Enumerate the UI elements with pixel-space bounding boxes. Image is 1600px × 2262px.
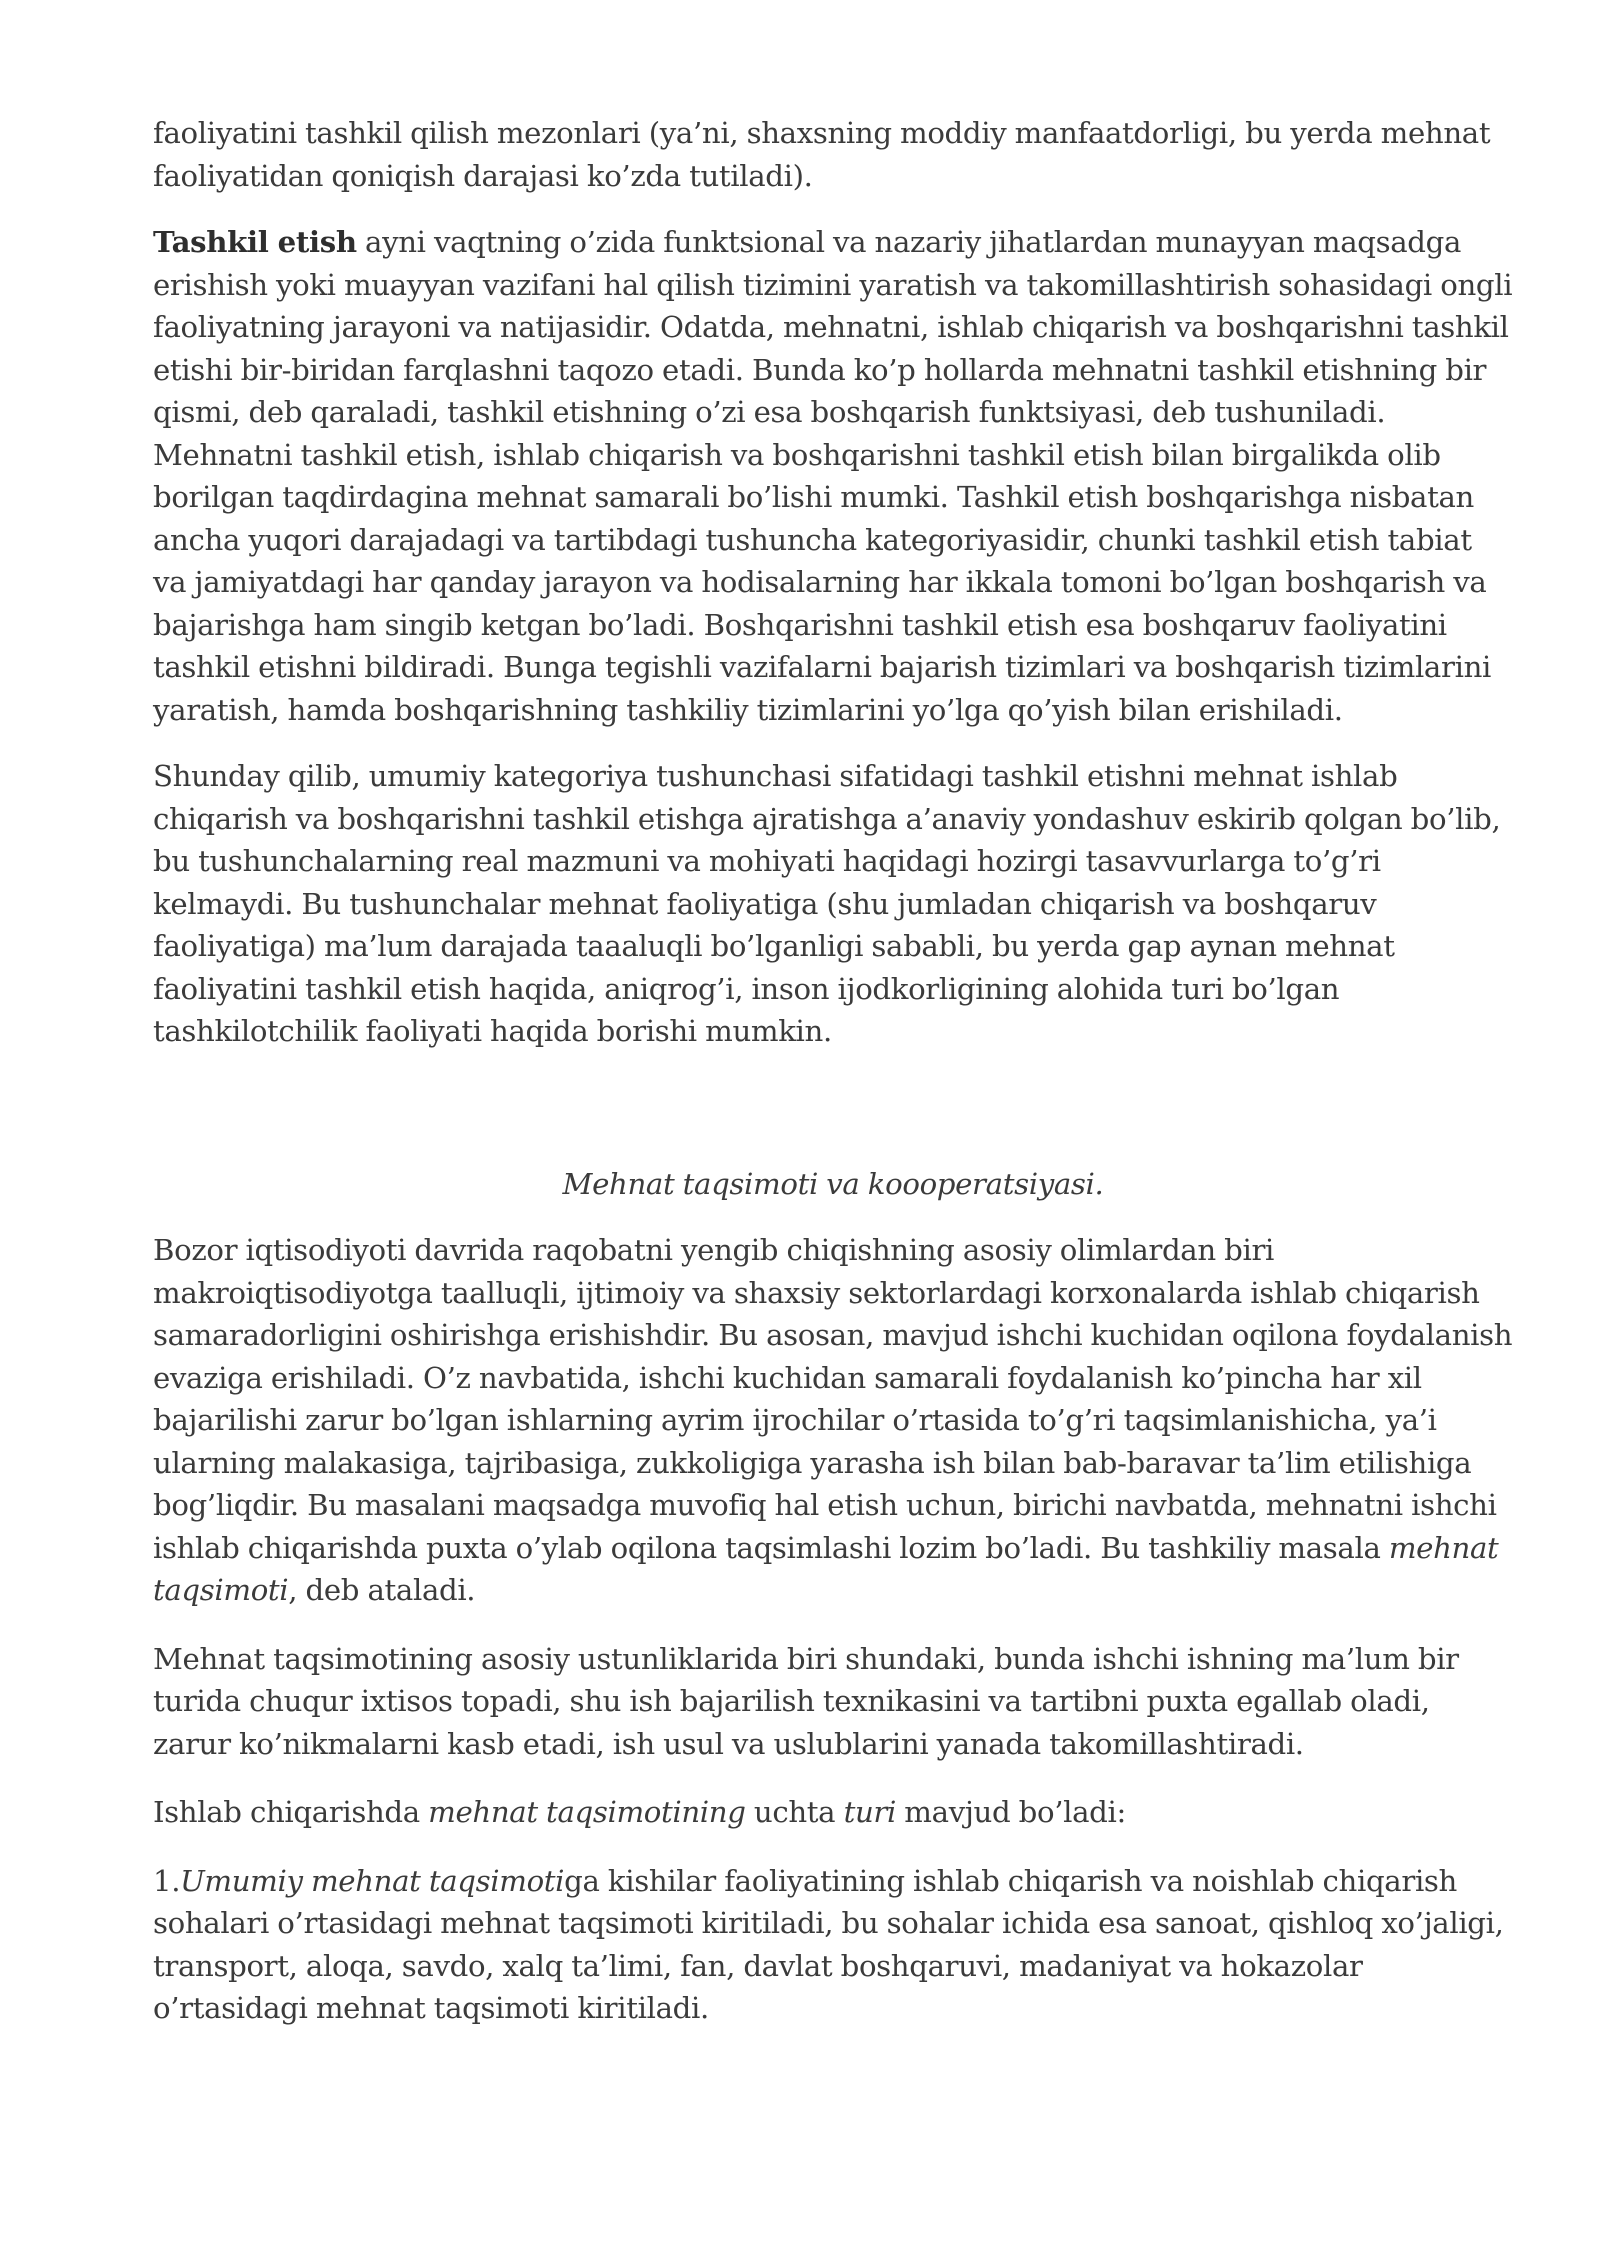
paragraph-1 xyxy=(153,112,1513,197)
paragraph-3 xyxy=(153,755,1513,1053)
list-item-1 xyxy=(153,1860,1513,2030)
paragraph-3-text: Shunday qilib, umumiy kategoriya tushunchasi sifatidagi tashkil etishni mehnat ishlab chiqarish va boshqarishni tashkil etishga ajratishga a’anaviy yondashuv eskirib qolgan bo’lib, bu tushunchalarning real mazmuni va mohiyati haqidagi hozirgi tasavvurlarga to’g’ri kelmaydi. Bu tushunchalar mehnat faoliyatiga (shu jumladan chiqarish va boshqaruv faoliyatiga) ma’lum darajada taaaluqli bo’lganligi sababli, bu yerda gap aynan mehnat faoliyatini tashkil etish haqida, aniqrog’i, inson ijodkorligining alohida turi bo’lgan tashkilotchilik faoliyati haqida borishi mumkin. xyxy=(153,759,1501,1048)
paragraph-4-text: Bozor iqtisodiyoti davrida raqobatni yengib chiqishning asosiy olimlardan biri makroiqtisodiyotga taalluqli, ijtimoiy va shaxsiy sektorlardagi korxonalarda ishlab chiqarish samaradorligini oshirishga erishishdir. Bu asosan, mavjud ishchi kuchidan oqilona foydalanish evaziga erishiladi. O’z navbatida, ishchi kuchidan samarali foydalanish ko’pincha har xil bajarilishi zarur bo’lgan ishlarning ayrim ijrochilar o’rtasida to’g’ri taqsimlanishicha, ya’i ularning malakasiga, tajribasiga, zukkoligiga yarasha ish bilan bab-baravar ta’lim etilishiga bog’liqdir. Bu masalani maqsadga muvofiq hal etish uchun, birichi navbatda, mehnatni ishchi ishlab chiqarishda puxta o’ylab oqilona taqsimlashi lozim bo’ladi. Bu tashkiliy masala xyxy=(153,1233,1513,1565)
document-page xyxy=(153,112,1513,2054)
paragraph-4 xyxy=(153,1229,1513,1612)
paragraph-6-part-c: uchta xyxy=(745,1795,844,1829)
paragraph-5 xyxy=(153,1638,1513,1766)
paragraph-1-text: faoliyatini tashkil qilish mezonlari (ya’ni, shaxsning moddiy manfaatdorligi, bu yerda mehnat faoliyatidan qoniqish darajasi ko’zda tutiladi). xyxy=(153,116,1491,193)
paragraph-2-text: ayni vaqtning o’zida funktsional va nazariy jihatlardan munayyan maqsadga erishish yoki muayyan vazifani hal qilish tizimini yaratish va takomillashtirish sohasidagi ongli faoliyatning jarayoni va natijasidir. Odatda, mehnatni, ishlab chiqarish va boshqarishni tashkil etishi bir-biridan farqlashni taqozo etadi. Bunda ko’p hollarda mehnatni tashkil etishning bir qismi, deb qaraladi, tashkil etishning o’zi esa boshqarish funktsiyasi, deb tushuniladi. Mehnatni tashkil etish, ishlab chiqarish va boshqarishni tashkil etish bilan birgalikda olib borilgan taqdirdagina mehnat samarali bo’lishi mumki. Tashkil etish boshqarishga nisbatan ancha yuqori darajadagi va tartibdagi tushuncha kategoriyasidir, chunki tashkil etish tabiat va jamiyatdagi har qanday jarayon va hodisalarning har ikkala tomoni bo’lgan boshqarish va bajarishga ham singib ketgan bo’ladi. Boshqarishni tashkil etish esa boshqaruv faoliyatini tashkil etishni bildiradi. Bunga tegishli vazifalarni bajarish tizimlari va boshqarish tizimlarini yaratish, hamda boshqarishning tashkiliy tizimlarini yo’lga qo’yish bilan erishiladi. xyxy=(153,225,1513,727)
term-tashkil-etish: Tashkil etish xyxy=(153,225,357,259)
term-umumiy-mehnat-taqsimoti: Umumiy mehnat taqsimoti xyxy=(180,1863,565,1898)
term-mehnat-taqsimotining: mehnat taqsimotining xyxy=(428,1795,746,1829)
term-mehnat-taqsimoti: mehnat taqsimoti xyxy=(153,1530,1499,1607)
term-turi: turi xyxy=(843,1795,896,1829)
list-item-1-text: ga kishilar faoliyatining ishlab chiqarish va noishlab chiqarish sohalari o’rtasidagi mehnat taqsimoti kiritiladi, bu sohalar ichida esa sanoat, qishloq xo’jaligi, transport, aloqa, savdo, xalq ta’limi, fan, davlat boshqaruvi, madaniyat va hokazolar o’rtasidagi mehnat taqsimoti kiritiladi. xyxy=(153,1863,1504,2025)
paragraph-6 xyxy=(153,1791,1513,1834)
paragraph-6-part-a: Ishlab chiqarishda xyxy=(153,1795,429,1829)
list-item-1-number: 1. xyxy=(153,1863,181,1898)
paragraph-5-text: Mehnat taqsimotining asosiy ustunliklarida biri shundaki, bunda ishchi ishning ma’lum bir turida chuqur ixtisos topadi, shu ish bajarilish texnikasini va tartibni puxta egallab oladi, zarur ko’nikmalarni kasb etadi, ish usul va uslublarini yanada takomillashtiradi. xyxy=(153,1641,1459,1761)
paragraph-2 xyxy=(153,221,1513,731)
paragraph-4-end: , deb ataladi. xyxy=(288,1573,476,1607)
section-heading: Mehnat taqsimoti va koooperatsiyasi. xyxy=(562,1166,1104,1201)
paragraph-6-part-e: mavjud bo’ladi: xyxy=(895,1795,1126,1829)
